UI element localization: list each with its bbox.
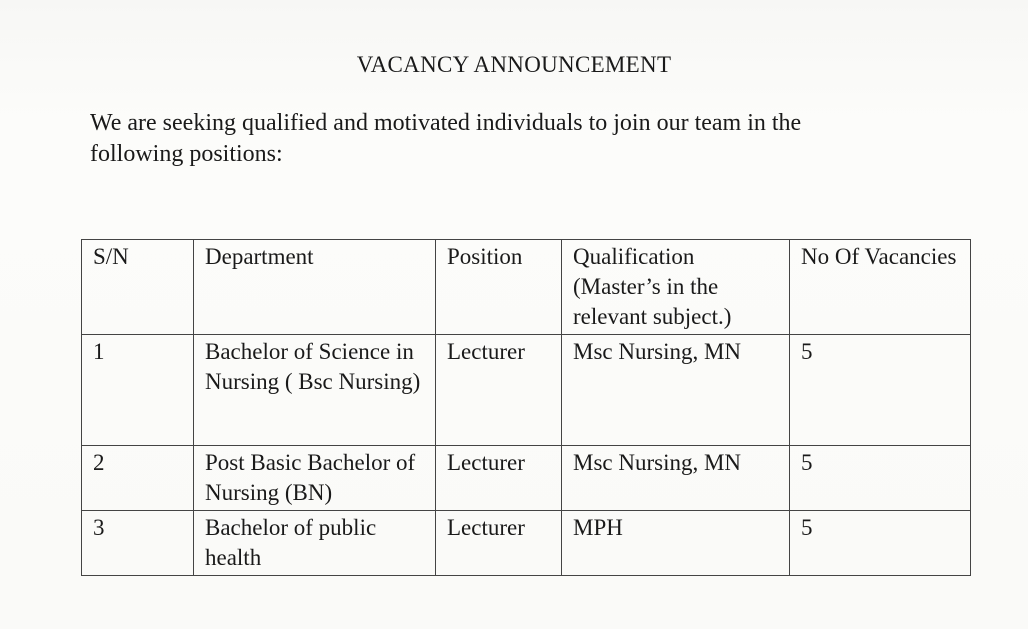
header-sn: S/N [82, 240, 194, 335]
header-department: Department [194, 240, 436, 335]
cell-position: Lecturer [436, 446, 562, 511]
cell-position: Lecturer [436, 335, 562, 446]
cell-sn: 1 [82, 335, 194, 446]
intro-paragraph: We are seeking qualified and motivated individuals to join our team in the following positions: [90, 110, 802, 167]
table-row [82, 511, 971, 576]
header-vacancies: No Of Vacancies [790, 240, 971, 335]
cell-sn: 3 [82, 511, 194, 576]
vacancy-table [81, 239, 971, 576]
cell-vacancies: 5 [790, 511, 971, 576]
cell-vacancies: 5 [790, 335, 971, 446]
cell-department: Post Basic Bachelor of Nursing (BN) [194, 446, 436, 511]
header-qualification: Qualification (Master’s in the relevant subject.) [562, 240, 790, 335]
header-position: Position [436, 240, 562, 335]
cell-qualification: Msc Nursing, MN [562, 335, 790, 446]
table-header-row [82, 240, 971, 335]
cell-qualification: Msc Nursing, MN [562, 446, 790, 511]
cell-position: Lecturer [436, 511, 562, 576]
cell-vacancies: 5 [790, 446, 971, 511]
cell-department: Bachelor of Science in Nursing ( Bsc Nursing) [194, 335, 436, 446]
cell-qualification: MPH [562, 511, 790, 576]
table-row [82, 446, 971, 511]
cell-sn: 2 [82, 446, 194, 511]
document-title: VACANCY ANNOUNCEMENT [356, 52, 672, 77]
table-row [82, 335, 971, 446]
cell-department: Bachelor of public health [194, 511, 436, 576]
